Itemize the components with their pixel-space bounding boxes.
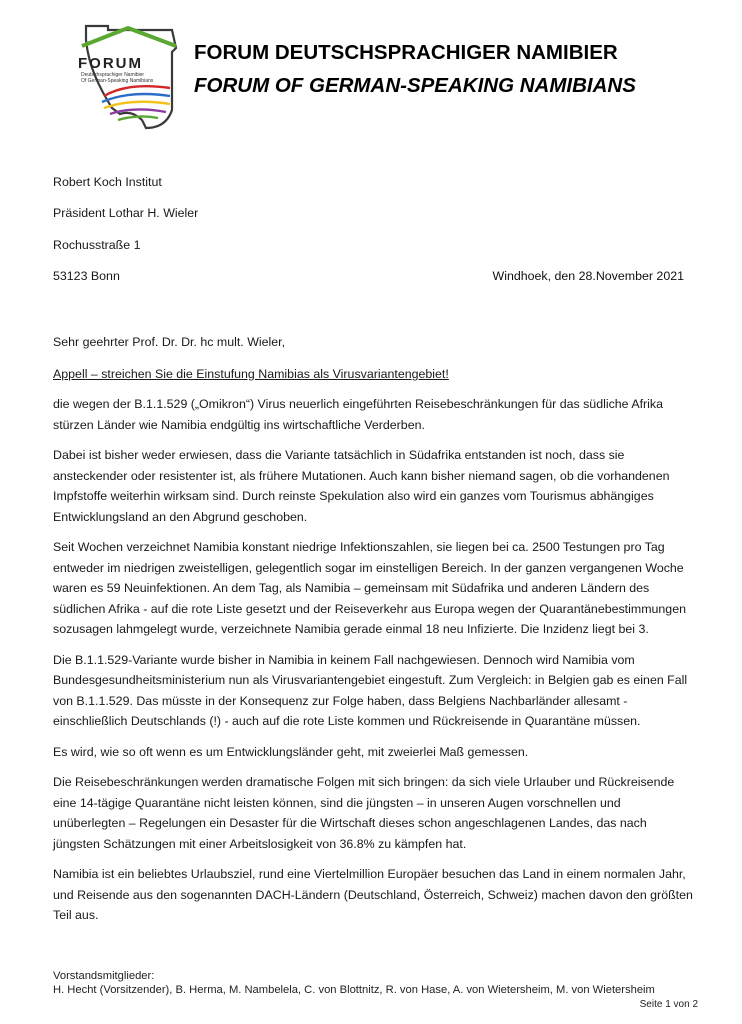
- body-paragraph: die wegen der B.1.1.529 („Omikron“) Virus neuerlich eingeführten Reisebeschränkungen für das südliche Afrika stürzen Länder wie Namibia endgültig ins wirtschaftliche Verderben.: [53, 397, 664, 432]
- salutation: Sehr geehrter Prof. Dr. Dr. hc mult. Wieler,: [53, 335, 286, 349]
- body-paragraph: Namibia ist ein beliebtes Urlaubsziel, rund eine Viertelmillion Europäer besuchen das Land in einem normalen Jahr, und Reisende aus den sogenannten DACH-Ländern (Deutschland, Österreich, Schweiz) machen davon den größten Teil aus.: [53, 867, 693, 922]
- logo-subtitle-en: Of German-Speaking Namibians: [81, 78, 154, 84]
- date-line: Windhoek, den 28.November 2021: [492, 269, 684, 283]
- org-title-english: FORUM OF GERMAN-SPEAKING NAMIBIANS: [194, 74, 636, 97]
- recipient-line: Robert Koch Institut: [53, 175, 162, 189]
- page-number: Seite 1 von 2: [639, 999, 698, 1010]
- board-members-footer: [53, 969, 655, 997]
- logo-subtitle-de: Deutschsprachiger Namibier: [81, 72, 145, 78]
- logo-subtitle: [81, 72, 177, 84]
- body-paragraph: Es wird, wie so oft wenn es um Entwicklungsländer geht, mit zweierlei Maß gemessen.: [53, 744, 529, 759]
- recipient-line: Präsident Lothar H. Wieler: [53, 206, 199, 220]
- body-paragraph: Die Reisebeschränkungen werden dramatische Folgen mit sich bringen: da sich viele Urlauber und Rückreisende eine 14-tägige Quarantäne nicht leisten können, sind die jüngsten – in unseren Augen vorschnellen und unüberlegten – Regelungen ein Desaster für die Wirtschaft dieses schon angeschlagenen Landes, das nach jüngsten Schätzungen mit einer Arbeitslosigkeit von 36.8% zu kämpfen hat.: [53, 775, 675, 851]
- footer-members: H. Hecht (Vorsitzender), B. Herma, M. Nambelela, C. von Blottnitz, R. von Hase, A. von Wietersheim, M. von Wietersheim: [53, 984, 655, 996]
- letter-body: [53, 394, 693, 936]
- logo-wordmark: FORUM: [78, 55, 143, 72]
- subject-line: Appell – streichen Sie die Einstufung Namibias als Virusvariantengebiet!: [53, 367, 449, 381]
- org-title-german: FORUM DEUTSCHSPRACHIGER NAMIBIER: [194, 41, 618, 64]
- body-paragraph: Seit Wochen verzeichnet Namibia konstant niedrige Infektionszahlen, sie liegen bei ca. 2500 Testungen pro Tag entweder im niedrigen zweistelligen, gelegentlich sogar im einstelligen Bereich. In der ganzen vergangenen Woche waren es 59 Neuinfektionen. An dem Tag, als Namibia – gemeinsam mit Südafrika und anderen Ländern des südlichen Afrika - auf die rote Liste gesetzt und der Reiseverkehr aus Europa wegen der Quarantänebestimmungen sozusagen lahmgelegt wurde, verzeichnete Namibia gerade einmal 18 neu Infizierte. Die Inzidenz liegt bei 3.: [53, 540, 686, 636]
- recipient-line: 53123 Bonn: [53, 269, 120, 283]
- footer-label: Vorstandsmitglieder:: [53, 970, 155, 982]
- body-paragraph: Dabei ist bisher weder erwiesen, dass die Variante tatsächlich in Südafrika entstanden ist noch, dass sie ansteckender oder resistenter ist, als frühere Mutationen. Auch kann bisher niemand sagen, ob die vorhandenen Impfstoffe weiterhin wirksam sind. Durch reinste Spekulation also wird ein ganzes vom Tourismus abhängiges Entwicklungsland an den Abgrund geschoben.: [53, 448, 670, 524]
- body-paragraph: Die B.1.1.529-Variante wurde bisher in Namibia in keinem Fall nachgewiesen. Dennoch wird Namibia vom Bundesgesundheitsministerium nun als Virusvariantengebiet eingestuft. Zum Vergleich: in Belgien gab es einen Fall von B.1.1.529. Das müsste in der Konsequenz zur Folge haben, dass Belgiens Nachbarländer allesamt - einschließlich Deutschlands (!) - auch auf die rote Liste kommen und Rückreisende in Quarantäne müssen.: [53, 652, 688, 728]
- recipient-line: Rochusstraße 1: [53, 238, 141, 252]
